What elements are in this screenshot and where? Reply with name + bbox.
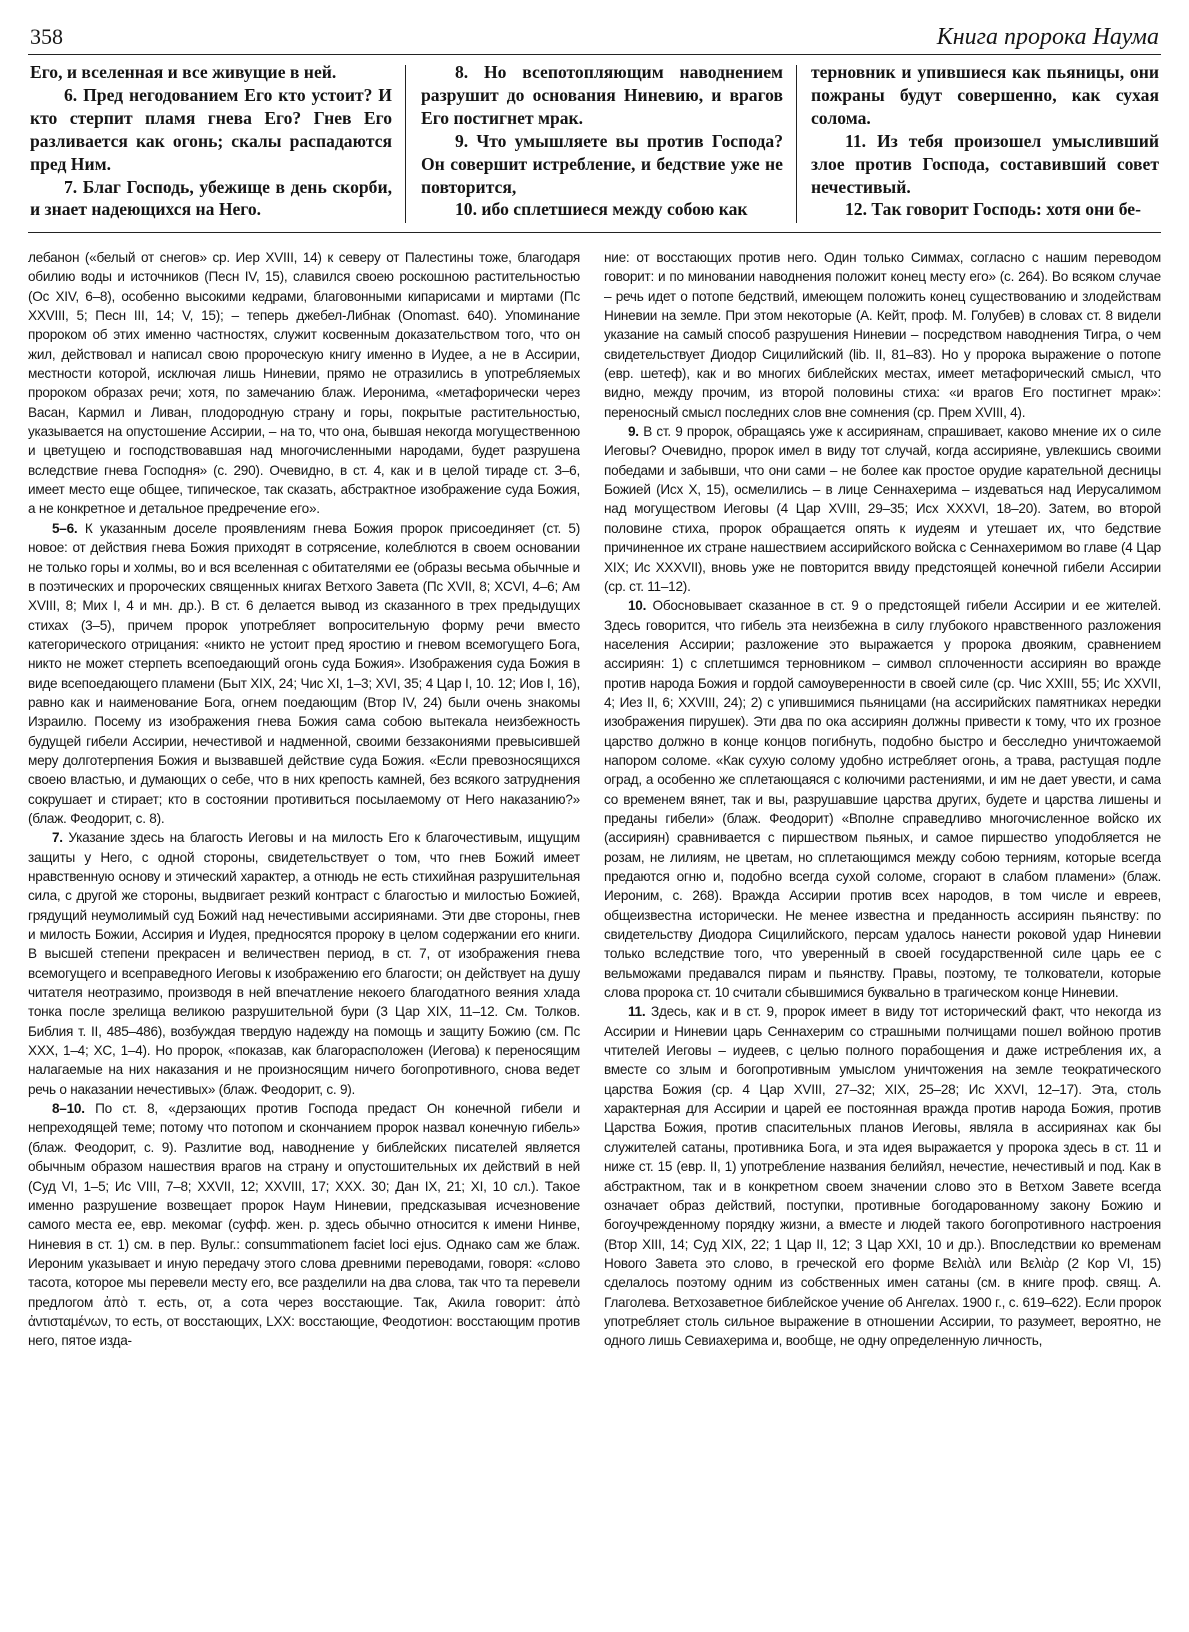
commentary-paragraph (28, 248, 580, 519)
commentary-text-run: К указанным доселе проявлениям гнева Божия пророк присоединяет (ст. 5) новое: от действия гнева Божия приходят в сотрясение, колеблются в своем основании не только горы и холмы, во и вся вселенная с обитателями ее (образы весьма обычные и в поэтических и пророческих священных книгах Ветхого Завета (Пс XVII, 8; XCVI, 4–6; Ам XVIII, 8; Мих I, 4 и мн. др.). В ст. 6 делается вывод из сказанного в трех предыдущих стихах (3–5), причем пророк употребляет вопросительную форму речи вместо категорического отрицания: «никто не устоит пред яростию и гневом всемогущего Бога, никто не может стерпеть всепоедающий огонь суда Божия». Изображения суда Божия в виде всепоедающего пламени (Быт XIX, 24; Чис XI, 1–3; XVI, 35; 4 Цар I, 10. 12; Иов I, 16), равно как и наименование Бога, огнем поедающим (Втор IV, 24) были очень знакомы Израилю. Посему из изображения гнева Божия сама собою вытекала неизбежность будущей гибели Ассирии, нечестивой и надменной, своими беззакониями превысившей меру долготерпения Божия и вызвавшей действие суда Божия. «Если превозносящихся своею властью, и думающих о себе, что в них крепость камней, без всякого затруднения сокрушает и стирает; кто в состоянии противиться посылаемому от Него наказанию?» (блаж. Феодорит, с. 8). (28, 520, 580, 826)
commentary-paragraph (28, 828, 580, 1099)
verse-6: 6. Пред негодованием Его кто устоит? И кто стерпит пламя гнева Его? Гнев Его разливается как огонь; скалы распадаются пред Ним. (30, 84, 392, 174)
verse-12: 12. Так говорит Господь: хотя они бе- (845, 199, 1141, 220)
scripture-text (28, 61, 1161, 223)
running-title: Книга пророка Наума (936, 24, 1159, 50)
scripture-column-1 (30, 61, 392, 223)
commentary-text-run: В ст. 9 пророк, обращаясь уже к ассириянам, спрашивает, каково мнение их о силе Иеговы? Очевидно, пророк имел в виду тот случай, когда ассириянe, увлекшись своими победами и забывши, что они сами – не более как простое орудие карательной десницы Божией (Исх X, 15), осмелились – в лице Сеннахерима – издеваться над Иерусалимом над могуществом Иеговы (4 Цар XVIII, 29–35; Исх XXXVI, 18–20). Затем, во второй половине стиха, пророк обращается опять к иудеям и утешает их, что бедствие причиненное их стране нашествием ассирийского войска с Сеннахеримом во главе (4 Цар XIX; Ис XXXVII), вновь уже не повторится ввиду предстоящей конечной гибели Ассирии (ср. ст. 11–12). (604, 424, 1161, 594)
commentary-text (28, 248, 1161, 1622)
commentary-paragraph (604, 1002, 1161, 1350)
commentary-text-run: ние: от восстающих против него. Один только Симмах, согласно с нашим переводом говорит: и по миновании наводнения положит конец месту его» (с. 264). Во всяком случае – речь идет о потопе бедствий, имеющем положить конец существованию и злодействам Ниневии на земле. При этом некоторые (А. Кейт, проф. М. Голубев) в словах ст. 8 видели указание на самый способ разрушения Ниневии – посредством наводнения Тигра, о чем свидетельствует Диодор Сицилийский (lib. II, 81–83). Но у пророка выражение о потопе (евр. шетеф), как и во многих библейских местах, имеет метафорический смысл, что видно, между прочим, из второй половины стиха: «и врагов Его постигнет мрак»: переносный смысл последних слов вне сомнения (ср. Прем XVIII, 4). (604, 250, 1161, 420)
verse-9: 9. Что умышляете вы против Господа? Он совершит истребление, и бедствие уже не повторится, (421, 130, 783, 197)
commentary-column-right (604, 248, 1161, 1622)
section-divider (28, 232, 1161, 233)
verse-10: 10. ибо сплетшиеся между собою как (455, 199, 748, 220)
commentary-text-run: Обосновывает сказанное в ст. 9 о предстоящей гибели Ассирии и ее жителей. Здесь говорится, что гибель эта неизбежна в силу глубокого нравственного разложения населения Ассирии; разложение это выражается у пророка двояким, сравнением ассириян: 1) с сплетшимся терновником – символ сплоченности ассириян во вражде против народа Божия и гордой самоуверенности в своей силе (ср. Чис XXIII, 55; Ис XXVII, 4; Иез II, 6; XXVIII, 24); 2) с упившимися пьяницами (на ассирийских памятниках нередки изображения пирушек). Эти два по ока ассириян должны привести к тому, что их грозное царство должно в конце концов погибнуть, подобно быстро и бесследно уничтожаемой напором соломе. «Как сухую солому удобно истребляет огонь, а трава, растущая подле оград, а особенно же сплетающаяся с колючими растениями, и им не дает увести, и сама со временем вянет, так и вы, разрушавшие царства других, будете и царства лишены и преданы гибели» (блаж. Феодорит) «Вполне справедливо многочисленное войско их (ассириян) сравнивается с пиршеством пьяных, и самое пиршество уподобляется не розам, не лилиям, не цветам, но сплетающимся между собою терниям, которые всегда предаются огню и, подобно всегда сухой соломе, сгорают в слабом пламени» (блаж. Иероним, с. 268). Вражда Ассирии против всех народов, в том числе и евреев, общеизвестна исторически. Не менее известна и преданность ассириян пьянству: по свидетельству Диодора Сицилийского, персам удалось нанести роковой удар Ниневии только вследствие того, что уверенный в своей государственной силе царь ее с вельможами предавался пирам и пьянству. Правы, поэтому, те толкователи, которые слова пророка ст. 10 считали сбывшимися буквально в трагическом конце Ниневии. (604, 598, 1161, 1001)
scripture-column-3 (811, 61, 1159, 223)
scripture-column-2 (421, 61, 783, 223)
commentary-text-run: лебанон («белый от снегов» ср. Иер XVIII, 14) к северу от Палестины тоже, благодаря обилию воды и источников (Песн IV, 15), славился своею роскошною растительностью (Ос XIV, 6–8), особенно высокими кедрами, благовонными кипарисами и миртами (Пс XXVIII, 5; Песн III, 14; V, 15); – теперь джебел-Либнак (Onomast. 640). Упоминание пророком об этих именно частностях, служит косвенным доказательством того, что он жил, действовал и написал свою пророческую книгу именно в Иудее, а не в Ассирии, местности которой, исключая лишь Ниневии, прямо не отразились в употребляемых пророком образах речи; хотя, по замечанию блаж. Иеронима, «метафорически через Васан, Кармил и Ливан, плодородную страну и горы, покрытые растительностью, указывается на опустошение Ассирии, – на то, что она, бывшая некогда могущественною и цветущею и господствовавшая над многочисленными народами, будет разрушена вследствие гнева Господня» (с. 290). Очевидно, в ст. 4, как и в целой тираде ст. 3–6, имеет место еще общее, типическое, так сказать, абстрактное изображение суда Божия, а не конкретное и детальное предречение его». (28, 250, 580, 517)
commentary-text-run: По ст. 8, «дерзающих против Господа предаст Он конечной гибели и непреходящей теме; потому что потопом и скончанием пророк назвал конечную гибель» (блаж. Феодорит, с. 9). Разлитие вод, наводнение у библейских писателей является обычным образом нашествия врагов на страну и опустошительных их действий в ней (Суд VI, 1–5; Ис VIII, 7–8; XXVII, 12; XXVIII, 17; XXX. 30; Дан IX, 21; XI, 10 сл.). Такое именно разрушение возвещает пророк Наум Ниневии, предсказывая исчезновение самого места ее, евр. мекомаг (суфф. жен. р. здесь обычно относится к имени Нинве, Ниневия в ст. 1) см. в пер. Вульг.: consummationem faciet loci ejus. Однако сам же блаж. Иероним указывает и иную передачу этого слова древними переводами, говоря: «слово тасота, которое мы перевели месту его, все разделили на два слова, так что та перевели предлогом ἀπὸ т. есть, от, а сота через восстающие. Так, Акила говорит: ἀπὸ ἀντισταμένων, то есть, от восстающих, LXX: восстающие, Феодотион: восстающим против него, пятое изда- (28, 1101, 580, 1349)
verse-reference: 9. (628, 424, 639, 440)
verse-reference: 7. (52, 830, 63, 846)
verse-line: терновник и упившиеся как пьяницы, они пожраны будут совершенно, как сухая солома. (811, 62, 1159, 128)
verse-reference: 5–6. (52, 520, 78, 536)
commentary-paragraph (28, 1099, 580, 1350)
commentary-paragraph (604, 596, 1161, 1002)
verse-reference: 8–10. (52, 1101, 85, 1117)
commentary-paragraph (28, 519, 580, 829)
verse-line: Его, и вселенная и все живущие в ней. (30, 62, 337, 82)
page-header (28, 22, 1161, 55)
commentary-paragraph (604, 248, 1161, 422)
commentary-text-run: Указание здесь на благость Иеговы и на милость Его к благочестивым, ищущим защиты у Него, с одной стороны, свидетельствует о том, что гнев Божий имеет нравственную основу и этический характер, а отнюдь не есть стихийная разрушительная сила, с другой же стороны, выдвигает резкий контраст с благостью и милостью Божией, грядущий неумолимый суд Божий над нечестивыми ассириянами. Эти две стороны, гнев и милость Божии, Ассирия и Иудея, предносятся пророку в целом содержании его книги. В высшей степени прекрасен и величествен период, в ст. 7, от изображения гнева всемогущего и всеправедного Иеговы к изображению его благости; он действует на душу читателя неотразимо, производя в ней впечатление некоего благодатного веяния хлада тонка после зрелища великою разрушительной бури (3 Цар XIX, 11–12. См. Толков. Библия т. II, 485–486), возбуждая твердую надежду на помощь и защиту Божию (см. Пс XXX, 1–4; XC, 1–4). Но пророк, «показав, как благорасположен (Иегова) к переносящим налагаемые на них наказания и не произносящим ничего богопротивного, снова ведет речь о наказании нечестивых» (блаж. Феодорит, с. 9). (28, 830, 580, 1097)
column-divider (405, 65, 406, 223)
commentary-column-left (28, 248, 580, 1622)
commentary-paragraph (604, 422, 1161, 596)
verse-7: 7. Благ Господь, убежище в день скорби, и знает надеющихся на Него. (30, 176, 392, 220)
verse-11: 11. Из тебя произошел умысливший злое против Господа, составивший совет нечестивый. (811, 130, 1159, 197)
verse-reference: 11. (628, 1004, 646, 1020)
page-number: 358 (30, 24, 63, 49)
verse-8: 8. Но всепотопляющим наводнением разрушит до основания Ниневию, и врагов Его постигнет мрак. (421, 62, 783, 128)
column-divider (796, 65, 797, 223)
commentary-text-run: Здесь, как и в ст. 9, пророк имеет в виду тот исторический факт, что некогда из Ассирии и Ниневии царь Сеннахерим со страшными полчищами пошел войною против чтителей Иеговы – иудеев, с целью полного порабощения и даже истребления их, а вместе со злым и богопротивным умыслом уничтожения на земле теократического царства Божия (ср. 4 Цар XVIII, 27–32; XIX, 25–28; Ис XXVI, 12–17). Эта, столь характерная для Ассирии и царей ее постоянная вражда против народа Божия, против Царства Божия, против спасительных планов Иеговы, являла в ассириянах как бы служителей сатаны, противника Бога, и эта идея выражается у пророка здесь в ст. 11 и ниже ст. 15 (евр. II, 1) употребление названия белийял, нечестие, нечестивый и под. Как в абстрактном, так и в конкретном своем значении слово это в Ветхом Завете всегда означает образ действий, поступки, противные богодарованному закону Божию и богоучрежденному порядку жизни, а вместе и людей такого богопротивного настроения (Втор XIII, 14; Суд XIX, 22; 1 Цар II, 12; 3 Цар XXI, 10 и др.). Впоследствии ко временам Нового Завета это слово, в греческой его форме Βελιὰλ или Βελιὰρ (2 Кор VI, 15) сделалось поэтому одним из собственных имен сатаны (см. в книге проф. свящ. А. Глаголева. Ветхозаветное библейское учение об Ангелах. 1900 г., с. 619–622). Если пророк употребляет столь сильное выражение в отношении Ассирии, то разумеет, вероятно, не одного лишь Севиахерима и, вообще, не одну определенную личность, (604, 1004, 1161, 1349)
verse-reference: 10. (628, 598, 647, 614)
book-page (28, 22, 1161, 1622)
